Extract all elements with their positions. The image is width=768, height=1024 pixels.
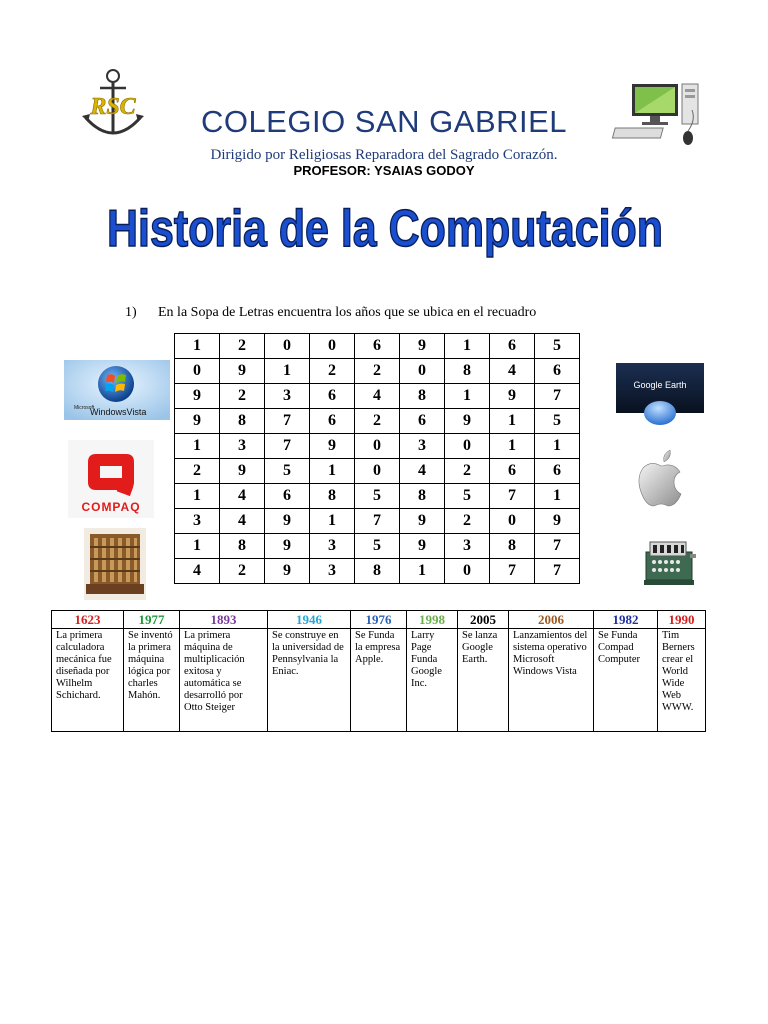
grid-cell: 9 bbox=[310, 434, 355, 459]
grid-cell: 0 bbox=[445, 434, 490, 459]
grid-cell: 4 bbox=[175, 559, 220, 584]
timeline-year: 2006 bbox=[509, 611, 594, 629]
grid-cell: 0 bbox=[355, 459, 400, 484]
timeline-year: 1990 bbox=[658, 611, 706, 629]
timeline-description: Tim Berners crear el World Wide Web WWW. bbox=[658, 629, 706, 732]
difference-engine-image bbox=[84, 528, 146, 600]
grid-cell: 2 bbox=[445, 509, 490, 534]
grid-cell: 0 bbox=[355, 434, 400, 459]
grid-cell: 2 bbox=[220, 384, 265, 409]
grid-cell: 1 bbox=[490, 409, 535, 434]
grid-cell: 0 bbox=[310, 334, 355, 359]
grid-cell: 6 bbox=[490, 334, 535, 359]
grid-cell: 9 bbox=[220, 459, 265, 484]
grid-cell: 6 bbox=[310, 409, 355, 434]
grid-cell: 9 bbox=[490, 384, 535, 409]
grid-cell: 5 bbox=[445, 484, 490, 509]
grid-row bbox=[175, 534, 580, 559]
grid-cell: 1 bbox=[535, 434, 580, 459]
grid-cell: 9 bbox=[400, 509, 445, 534]
timeline-description: Lanzamientos del sistema operativo Microsoft Windows Vista bbox=[509, 629, 594, 732]
grid-cell: 6 bbox=[535, 459, 580, 484]
grid-cell: 8 bbox=[220, 534, 265, 559]
grid-cell: 4 bbox=[355, 384, 400, 409]
grid-cell: 1 bbox=[310, 509, 355, 534]
timeline-description: Se lanza Google Earth. bbox=[458, 629, 509, 732]
grid-cell: 7 bbox=[265, 434, 310, 459]
timeline-year: 1982 bbox=[594, 611, 658, 629]
compaq-logo bbox=[68, 440, 154, 518]
grid-row bbox=[175, 334, 580, 359]
svg-text:Google Earth: Google Earth bbox=[633, 380, 687, 390]
grid-cell: 0 bbox=[265, 334, 310, 359]
svg-text:COMPAQ: COMPAQ bbox=[81, 500, 141, 514]
grid-cell: 9 bbox=[175, 409, 220, 434]
grid-cell: 3 bbox=[175, 509, 220, 534]
question-number: 1) bbox=[125, 305, 137, 320]
grid-cell: 0 bbox=[490, 509, 535, 534]
mechanical-calculator-image bbox=[640, 532, 698, 588]
grid-cell: 9 bbox=[400, 334, 445, 359]
grid-cell: 1 bbox=[310, 459, 355, 484]
grid-cell: 6 bbox=[535, 359, 580, 384]
grid-cell: 7 bbox=[490, 484, 535, 509]
grid-cell: 5 bbox=[535, 334, 580, 359]
grid-cell: 2 bbox=[220, 559, 265, 584]
google-earth-logo bbox=[616, 363, 704, 413]
timeline-description: La primera máquina de multiplicación exitosa y automática se desarrolló por Otto Steiger bbox=[180, 629, 268, 732]
grid-cell: 7 bbox=[535, 534, 580, 559]
timeline-year: 1976 bbox=[351, 611, 407, 629]
timeline-year: 1893 bbox=[180, 611, 268, 629]
grid-row bbox=[175, 459, 580, 484]
timeline-description: La primera calculadora mecánica fue diseñada por Wilhelm Schichard. bbox=[52, 629, 124, 732]
timeline-description: Se Funda la empresa Apple. bbox=[351, 629, 407, 732]
grid-cell: 0 bbox=[175, 359, 220, 384]
grid-cell: 8 bbox=[445, 359, 490, 384]
grid-cell: 2 bbox=[310, 359, 355, 384]
grid-cell: 2 bbox=[175, 459, 220, 484]
timeline-year: 2005 bbox=[458, 611, 509, 629]
word-search-grid bbox=[174, 333, 580, 584]
timeline-description: Se construye en la universidad de Pennsylvania la Eniac. bbox=[268, 629, 351, 732]
school-subtitle: Dirigido por Religiosas Reparadora del Sagrado Corazón. bbox=[210, 147, 558, 163]
grid-cell: 3 bbox=[265, 384, 310, 409]
grid-cell: 9 bbox=[220, 359, 265, 384]
grid-row bbox=[175, 484, 580, 509]
svg-text:Historia de la Computación: Historia de la Computación bbox=[107, 200, 663, 258]
grid-cell: 9 bbox=[445, 409, 490, 434]
grid-row bbox=[175, 509, 580, 534]
grid-cell: 9 bbox=[535, 509, 580, 534]
grid-cell: 5 bbox=[355, 484, 400, 509]
grid-cell: 4 bbox=[490, 359, 535, 384]
grid-cell: 1 bbox=[535, 484, 580, 509]
grid-cell: 6 bbox=[400, 409, 445, 434]
svg-text:Microsoft: Microsoft bbox=[74, 405, 95, 411]
grid-cell: 9 bbox=[265, 534, 310, 559]
grid-cell: 0 bbox=[400, 359, 445, 384]
timeline-table bbox=[51, 610, 706, 732]
svg-text:RSC: RSC bbox=[90, 94, 136, 120]
timeline-year: 1946 bbox=[268, 611, 351, 629]
timeline-year: 1623 bbox=[52, 611, 124, 629]
grid-cell: 8 bbox=[490, 534, 535, 559]
grid-cell: 6 bbox=[355, 334, 400, 359]
grid-cell: 8 bbox=[400, 384, 445, 409]
grid-cell: 7 bbox=[535, 384, 580, 409]
grid-cell: 8 bbox=[310, 484, 355, 509]
grid-cell: 2 bbox=[445, 459, 490, 484]
grid-cell: 4 bbox=[400, 459, 445, 484]
grid-cell: 2 bbox=[355, 409, 400, 434]
timeline-year: 1998 bbox=[407, 611, 458, 629]
grid-cell: 2 bbox=[355, 359, 400, 384]
grid-row bbox=[175, 559, 580, 584]
grid-cell: 6 bbox=[310, 384, 355, 409]
timeline-year: 1977 bbox=[124, 611, 180, 629]
grid-cell: 7 bbox=[490, 559, 535, 584]
grid-cell: 9 bbox=[265, 559, 310, 584]
grid-cell: 3 bbox=[445, 534, 490, 559]
grid-cell: 6 bbox=[490, 459, 535, 484]
grid-row bbox=[175, 384, 580, 409]
grid-cell: 2 bbox=[220, 334, 265, 359]
grid-cell: 4 bbox=[220, 484, 265, 509]
grid-cell: 0 bbox=[445, 559, 490, 584]
grid-cell: 5 bbox=[355, 534, 400, 559]
grid-cell: 1 bbox=[175, 334, 220, 359]
grid-cell: 9 bbox=[265, 509, 310, 534]
grid-cell: 3 bbox=[310, 534, 355, 559]
grid-cell: 3 bbox=[310, 559, 355, 584]
grid-cell: 7 bbox=[355, 509, 400, 534]
windows-vista-logo bbox=[64, 360, 170, 420]
grid-row bbox=[175, 434, 580, 459]
grid-cell: 1 bbox=[265, 359, 310, 384]
grid-cell: 8 bbox=[355, 559, 400, 584]
grid-cell: 9 bbox=[400, 534, 445, 559]
grid-row bbox=[175, 359, 580, 384]
grid-cell: 1 bbox=[490, 434, 535, 459]
svg-text:WindowsVista: WindowsVista bbox=[90, 407, 147, 417]
teacher-name: PROFESOR: YSAIAS GODOY bbox=[293, 163, 475, 178]
timeline-description: Se inventó la primera máquina lógica por charles Mahón. bbox=[124, 629, 180, 732]
grid-cell: 9 bbox=[175, 384, 220, 409]
apple-logo bbox=[636, 446, 686, 510]
grid-cell: 7 bbox=[265, 409, 310, 434]
grid-cell: 6 bbox=[265, 484, 310, 509]
grid-cell: 1 bbox=[445, 334, 490, 359]
question-text: En la Sopa de Letras encuentra los años que se ubica en el recuadro bbox=[158, 305, 537, 320]
school-name: COLEGIO SAN GABRIEL bbox=[200, 104, 568, 139]
grid-cell: 4 bbox=[220, 509, 265, 534]
grid-cell: 3 bbox=[400, 434, 445, 459]
grid-cell: 8 bbox=[220, 409, 265, 434]
grid-cell: 5 bbox=[535, 409, 580, 434]
timeline-description: Larry Page Funda Google Inc. bbox=[407, 629, 458, 732]
timeline-description: Se Funda Compad Computer bbox=[594, 629, 658, 732]
grid-cell: 7 bbox=[535, 559, 580, 584]
grid-cell: 8 bbox=[400, 484, 445, 509]
grid-cell: 5 bbox=[265, 459, 310, 484]
grid-row bbox=[175, 409, 580, 434]
grid-cell: 1 bbox=[400, 559, 445, 584]
grid-cell: 3 bbox=[220, 434, 265, 459]
grid-cell: 1 bbox=[175, 534, 220, 559]
grid-cell: 1 bbox=[175, 484, 220, 509]
grid-cell: 1 bbox=[445, 384, 490, 409]
main-title bbox=[100, 188, 670, 264]
grid-cell: 1 bbox=[175, 434, 220, 459]
